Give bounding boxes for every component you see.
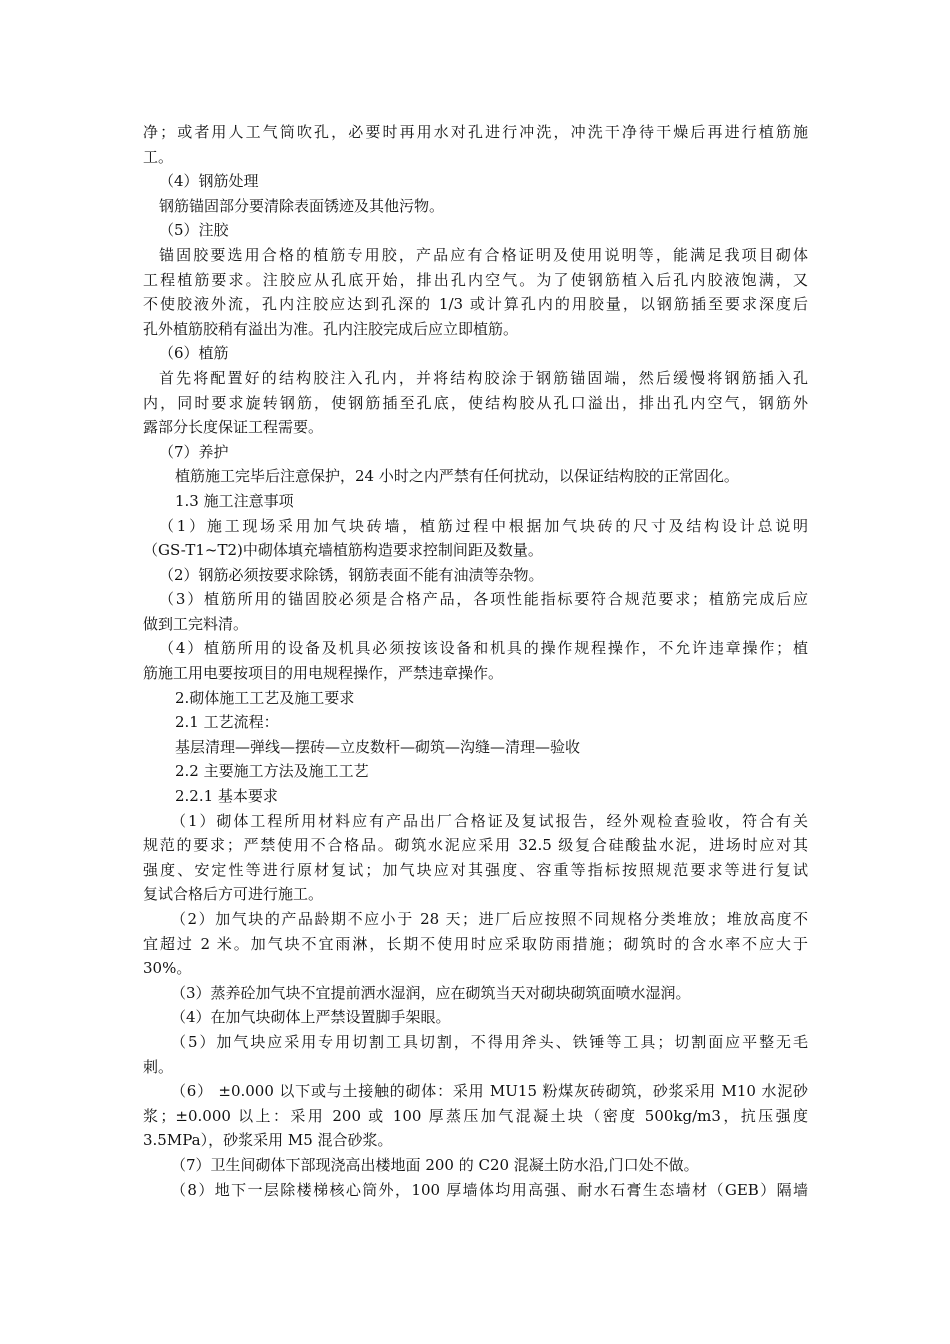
paragraph-line: 植筋施工完毕后注意保护，24 小时之内严禁有任何扰动，以保证结构胶的正常固化。 [175, 467, 739, 486]
paragraph-line: （GS-T1~T2)中砌体填充墙植筋构造要求控制间距及数量。 [143, 541, 543, 560]
paragraph-line: 露部分长度保证工程需要。 [143, 418, 324, 437]
paragraph-line: 工程植筋要求。注胶应从孔底开始，排出孔内空气。为了使钢筋植入后孔内胶液饱满，又 [143, 270, 808, 289]
paragraph-line: （4）植筋所用的设备及机具必须按该设备和机具的操作规程操作，不允许违章操作；植 [159, 639, 808, 658]
paragraph-line: （2）钢筋必须按要求除锈，钢筋表面不能有油渍等杂物。 [159, 565, 544, 584]
section-heading: （7）养护 [159, 442, 229, 461]
paragraph-line: 规范的要求；严禁使用不合格品。砌筑水泥应采用 32.5 级复合硅酸盐水泥，进场时应对其 [143, 836, 808, 855]
paragraph-line: 宜超过 2 米。加气块不宜雨淋，长期不使用时应采取防雨措施；砌筑时的含水率不应大于 [143, 934, 808, 953]
section-heading: 1.3 施工注意事项 [175, 491, 294, 510]
paragraph-line: 筋施工用电要按项目的用电规程操作，严禁违章操作。 [143, 664, 504, 683]
paragraph-line: （1）施工现场采用加气块砖墙，植筋过程中根据加气块砖的尺寸及结构设计总说明 [159, 516, 808, 535]
paragraph-line: （3）植筋所用的锚固胶必须是合格产品，各项性能指标要符合规范要求；植筋完成后应 [159, 590, 808, 609]
paragraph-line: 净；或者用人工气筒吹孔，必要时再用水对孔进行冲洗，冲洗干净待干燥后再进行植筋施 [143, 123, 808, 141]
paragraph-line: 刺。 [143, 1057, 174, 1076]
paragraph-line: 30%。 [143, 959, 192, 978]
paragraph-line: （5）加气块应采用专用切割工具切割，不得用斧头、铁锤等工具；切割面应平整无毛 [171, 1032, 808, 1051]
document-body [143, 120, 808, 1202]
paragraph-line: 锚固胶要选用合格的植筋专用胶，产品应有合格证明及使用说明等，能满足我项目砌体 [159, 245, 808, 264]
paragraph-line: 强度、安定性等进行原材复试；加气块应对其强度、容重等指标按照规范要求等进行复试 [143, 860, 808, 879]
paragraph-line: （2）加气块的产品龄期不应小于 28 天；进厂后应按照不同规格分类堆放；堆放高度不 [171, 910, 808, 928]
paragraph-line: 浆；±0.000 以上：采用 200 或 100 厚蒸压加气混凝土块（密度 500kg/m3，抗压强度 [143, 1106, 808, 1125]
paragraph-line: 做到工完料清。 [143, 614, 249, 633]
section-heading: （4）钢筋处理 [159, 172, 259, 191]
paragraph-line: 不使胶液外流，孔内注胶应达到孔深的 1/3 或计算孔内的用胶量，以钢筋插至要求深度后 [143, 295, 808, 314]
paragraph-line: （1）砌体工程所用材料应有产品出厂合格证及复试报告，经外观检查验收，符合有关 [171, 811, 808, 830]
paragraph-line: （3）蒸养砼加气块不宜提前洒水湿润，应在砌筑当天对砌块砌筑面喷水湿润。 [171, 983, 691, 1002]
paragraph-line: 3.5MPa），砂浆采用 M5 混合砂浆。 [143, 1131, 393, 1150]
section-heading: 2.2.1 基本要求 [175, 787, 278, 806]
paragraph-line: （8）地下一层除楼梯核心筒外，100 厚墙体均用高强、耐水石膏生态墙材（GEB）隔墙 [171, 1180, 808, 1199]
section-heading: 2.2 主要施工方法及施工工艺 [175, 762, 369, 781]
section-heading: 2.砌体施工工艺及施工要求 [175, 688, 355, 707]
paragraph-line: 基层清理—弹线—摆砖—立皮数杆—砌筑—沟缝—清理—验收 [175, 737, 581, 756]
section-heading: （6）植筋 [159, 344, 229, 363]
paragraph-line: （6） ±0.000 以下或与土接触的砌体：采用 MU15 粉煤灰砖砌筑，砂浆采用 M10 水泥砂 [171, 1082, 808, 1101]
paragraph-line: 工。 [143, 147, 174, 166]
paragraph-line: 首先将配置好的结构胶注入孔内，并将结构胶涂于钢筋锚固端，然后缓慢将钢筋插入孔 [159, 368, 808, 387]
paragraph-line: 孔外植筋胶稍有溢出为准。孔内注胶完成后应立即植筋。 [143, 319, 519, 338]
section-heading: （5）注胶 [159, 221, 229, 240]
paragraph-line: （4）在加气块砌体上严禁设置脚手架眼。 [171, 1008, 451, 1027]
paragraph-line: （7）卫生间砌体下部现浇高出楼地面 200 的 C20 混凝土防水沿,门口处不做。 [171, 1155, 699, 1174]
paragraph-line: 复试合格后方可进行施工。 [143, 885, 324, 904]
section-heading: 2.1 工艺流程： [175, 713, 279, 732]
paragraph-line: 内，同时要求旋转钢筋，使钢筋插至孔底，使结构胶从孔口溢出，排出孔内空气，钢筋外 [143, 393, 808, 412]
paragraph-line: 钢筋锚固部分要清除表面锈迹及其他污物。 [159, 196, 445, 215]
